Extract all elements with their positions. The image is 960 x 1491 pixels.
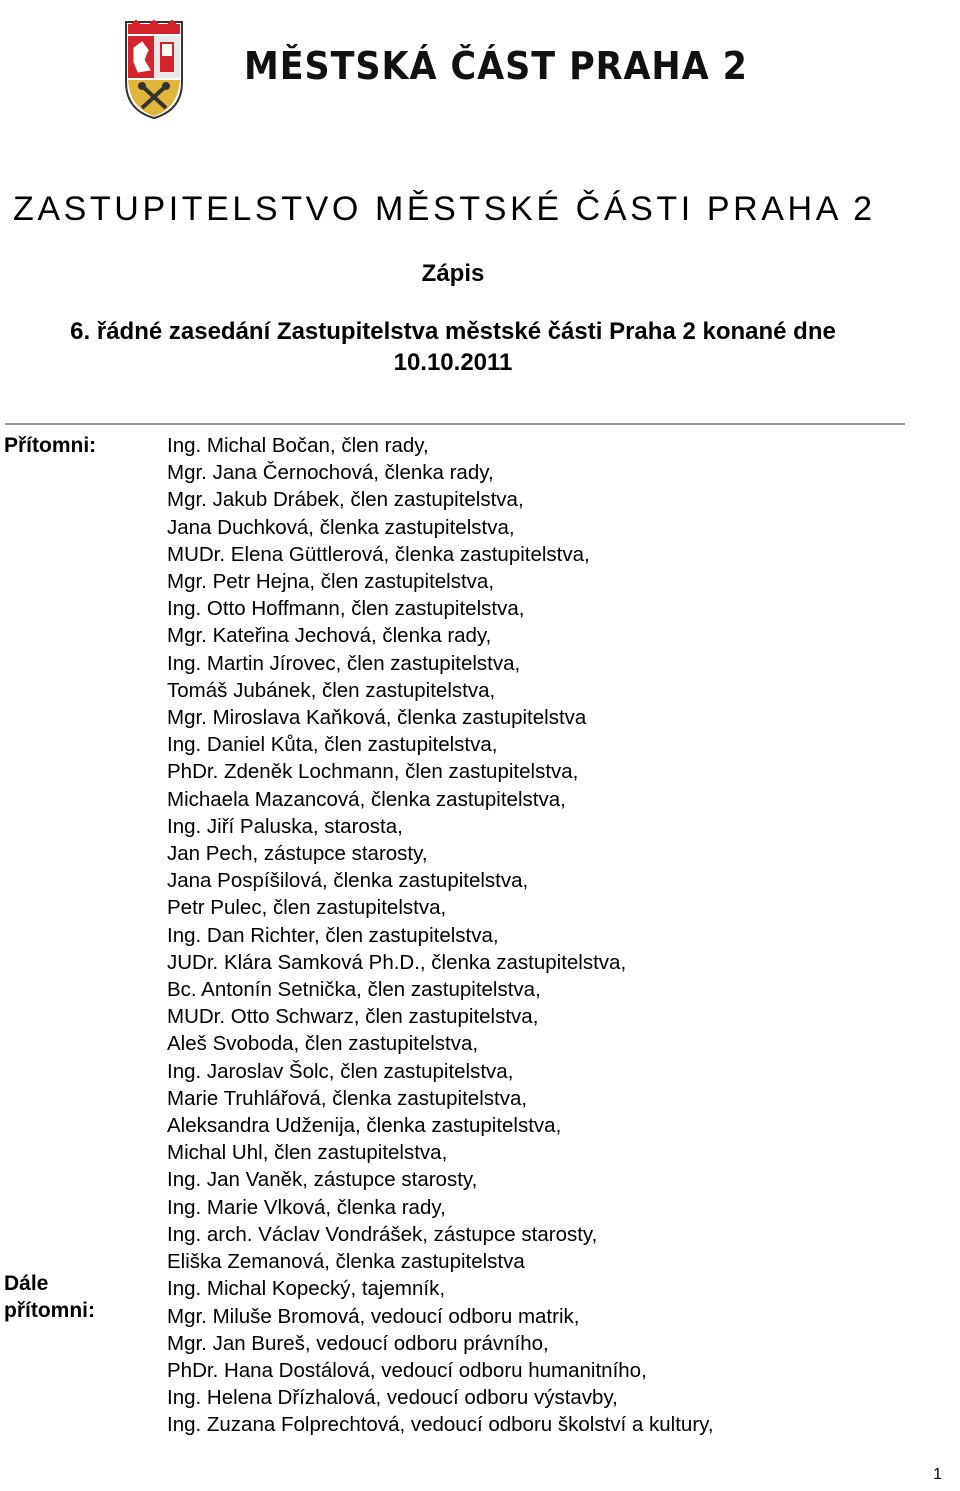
- also-present-label-line-2: přítomni:: [4, 1299, 95, 1322]
- present-label: Přítomni:: [4, 434, 97, 457]
- present-member: Ing. Daniel Kůta, člen zastupitelstva,: [167, 733, 498, 757]
- also-present-label: [4, 1270, 95, 1324]
- present-member: Ing. Jaroslav Šolc, člen zastupitelstva,: [167, 1059, 514, 1083]
- present-member: MUDr. Elena Güttlerová, členka zastupitelstva,: [167, 542, 590, 566]
- present-member: Jan Pech, zástupce starosty,: [167, 842, 428, 866]
- present-member: Mgr. Petr Hejna, člen zastupitelstva,: [167, 570, 495, 594]
- present-member: JUDr. Klára Samková Ph.D., členka zastupitelstva,: [167, 950, 627, 974]
- present-member: Michaela Mazancová, členka zastupitelstva,: [167, 787, 566, 811]
- present-member: Ing. Dan Richter, člen zastupitelstva,: [167, 923, 499, 947]
- present-member: Ing. Jan Vaněk, zástupce starosty,: [167, 1168, 478, 1192]
- also-present-member: Mgr. Miluše Bromová, vedoucí odboru matrik,: [167, 1304, 580, 1328]
- present-member: Jana Pospíšilová, členka zastupitelstva,: [167, 869, 529, 893]
- present-member: Ing. Martin Jírovec, člen zastupitelstva,: [167, 651, 521, 675]
- also-present-member: PhDr. Hana Dostálová, vedoucí odboru humanitního,: [167, 1358, 647, 1382]
- present-member: Ing. arch. Václav Vondrášek, zástupce starosty,: [167, 1222, 598, 1246]
- present-member: Ing. Michal Bočan, člen rady,: [167, 434, 429, 457]
- document-subtitle: Zápis: [421, 260, 485, 287]
- present-member: Bc. Antonín Setnička, člen zastupitelstva,: [167, 978, 541, 1002]
- present-member: Mgr. Kateřina Jechová, členka rady,: [167, 624, 492, 648]
- present-member: Mgr. Jakub Drábek, člen zastupitelstva,: [167, 488, 524, 512]
- divider: [5, 423, 905, 425]
- present-member: Ing. Marie Vlková, členka rady,: [167, 1195, 446, 1219]
- present-member: Michal Uhl, člen zastupitelstva,: [167, 1141, 448, 1165]
- present-member: Aleksandra Udženija, členka zastupitelstva,: [167, 1114, 562, 1138]
- present-member: MUDr. Otto Schwarz, člen zastupitelstva,: [167, 1005, 539, 1029]
- attendee-list: [167, 432, 947, 1439]
- logo-text: MĚSTSKÁ ČÁST PRAHA 2: [244, 44, 748, 88]
- also-present-member: Ing. Michal Kopecký, tajemník,: [167, 1277, 446, 1301]
- present-member: Mgr. Jana Černochová, členka rady,: [167, 461, 494, 485]
- page-title: ZASTUPITELSTVO MĚSTSKÉ ČÁSTI PRAHA 2: [13, 190, 876, 228]
- present-member: Marie Truhlářová, členka zastupitelstva,: [167, 1086, 528, 1110]
- present-member: Eliška Zemanová, členka zastupitelstva: [167, 1250, 525, 1274]
- present-member: Mgr. Miroslava Kaňková, členka zastupitelstva: [167, 706, 587, 730]
- present-member: Ing. Jiří Paluska, starosta,: [167, 814, 403, 838]
- present-member: Tomáš Jubánek, člen zastupitelstva,: [167, 678, 496, 702]
- session-heading: 6. řádné zasedání Zastupitelstva městské části Praha 2 konané dne: [70, 318, 836, 345]
- also-present-member: Ing. Zuzana Folprechtová, vedoucí odboru školství a kultury,: [167, 1413, 714, 1437]
- present-member: Petr Pulec, člen zastupitelstva,: [167, 896, 447, 920]
- present-member: PhDr. Zdeněk Lochmann, člen zastupitelstva,: [167, 760, 579, 784]
- present-member: Ing. Otto Hoffmann, člen zastupitelstva,: [167, 597, 525, 621]
- also-present-member: Mgr. Jan Bureš, vedoucí odboru právního,: [167, 1331, 549, 1355]
- session-date: 10.10.2011: [393, 349, 513, 376]
- also-present-member: Ing. Helena Dřízhalová, vedoucí odboru výstavby,: [167, 1386, 618, 1410]
- coat-of-arms-icon: [124, 20, 184, 120]
- present-member: Aleš Svoboda, člen zastupitelstva,: [167, 1032, 479, 1056]
- present-member: Jana Duchková, členka zastupitelstva,: [167, 515, 515, 539]
- page-number: 1: [933, 1466, 942, 1483]
- also-present-label-line-1: Dále: [4, 1272, 49, 1295]
